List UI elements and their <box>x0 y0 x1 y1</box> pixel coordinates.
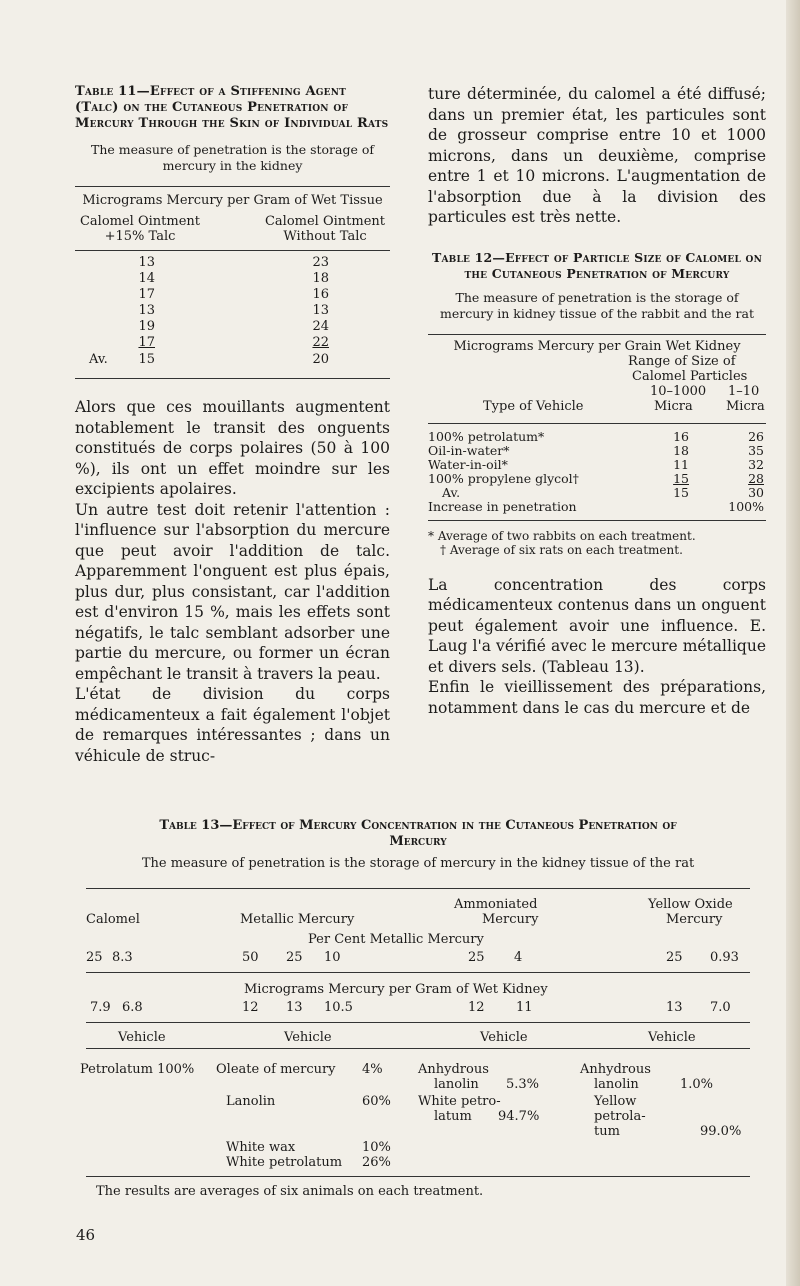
t13-h-ammon1: Ammoniated <box>454 897 538 912</box>
table-row <box>75 303 390 319</box>
cell: Lanolin <box>226 1094 276 1109</box>
cell: 14 <box>138 271 155 286</box>
table11-col1: Calomel Ointment +15% Talc <box>79 214 201 244</box>
cell: White petro- <box>418 1094 501 1109</box>
table12-range-label: Range of Size of <box>628 353 736 369</box>
table12-title: Table 12—Effect of Particle Size of Calomel on the Cutaneous Penetration of Mercury <box>431 249 763 281</box>
cell: 32 <box>748 456 764 472</box>
cell: 8.3 <box>112 950 133 965</box>
right-column <box>428 84 766 718</box>
table12-rule-bottom <box>428 520 766 521</box>
cell: 25 <box>286 950 303 965</box>
cell: tum <box>594 1124 620 1139</box>
cell: 17 <box>138 335 155 350</box>
left-paragraph-1: Alors que ces mouillants augmentent notablement le transit des onguents constitués de corps polaires (50 à 100 %), ils ont un effet moindre sur les excipients apolaires. <box>75 398 390 498</box>
table12-footnote-1: * Average of two rabbits on each treatment. <box>428 528 696 543</box>
table-row <box>75 255 390 271</box>
table12-subtitle: The measure of penetration is the storage of mercury in kidney tissue of the rabbit and the rat <box>439 289 754 321</box>
table-row <box>75 287 390 303</box>
table12-micra-a: Micra <box>654 398 693 414</box>
cell: 7.0 <box>710 1000 731 1015</box>
cell: 11 <box>516 1000 533 1015</box>
cell: 25 <box>666 950 683 965</box>
cell: 10% <box>362 1140 391 1155</box>
avg-label: Av. <box>442 484 461 500</box>
cell: 28 <box>748 470 764 486</box>
table-row <box>75 335 390 351</box>
cell: 15 <box>138 352 155 367</box>
cell: 35 <box>748 442 764 458</box>
table13-subtitle: The measure of penetration is the storage of mercury in the kidney tissue of the rat <box>141 856 695 871</box>
table13-body <box>80 888 750 1208</box>
table12-header <box>428 335 766 423</box>
cell: 12 <box>242 1000 259 1015</box>
cell: 4% <box>362 1062 383 1077</box>
cell: 100% <box>728 498 764 514</box>
cell: 13 <box>312 303 329 318</box>
table-row <box>428 472 766 486</box>
cell: 50 <box>242 950 259 965</box>
cell: 10.5 <box>324 1000 353 1015</box>
cell: 30 <box>748 484 764 500</box>
table13-title: Table 13—Effect of Mercury Concentration in the Cutaneous Penetration of <box>159 818 677 833</box>
table12-footnote-2: † Average of six rats on each treatment. <box>440 542 683 557</box>
cell: 100% petrolatum* <box>428 428 545 444</box>
cell: 99.0% <box>700 1124 742 1139</box>
right-paragraph-2: La concentration des corps médicamenteux contenus dans un onguent peut également avoir une influence. E. Laug l'a vérifié avec le mercure métallique et divers sels. (Tableau 13). <box>428 575 766 676</box>
t13-h-yellow1: Yellow Oxide <box>648 897 733 912</box>
table11-rule-mid <box>75 250 390 251</box>
cell: 6.8 <box>122 1000 143 1015</box>
table12-col-a: 10–1000 <box>650 383 707 399</box>
cell: Water-in-oil* <box>428 456 508 472</box>
table12-micra-b: Micra <box>726 398 765 414</box>
cell: 15 <box>673 470 689 486</box>
right-paragraph-1: ture déterminée, du calomel a été diffusé; dans un premier état, les particules sont de grosseur comprise entre 10 et 1000 microns, dans un deuxième, comprise entre 1 et 10 microns. L'augmentation de l'absorption due à la division des particules est très nette. <box>428 85 766 226</box>
cell: 22 <box>312 335 329 350</box>
cell: 17 <box>138 287 155 302</box>
cell: 60% <box>362 1094 391 1109</box>
table13-rule-3 <box>86 1022 750 1023</box>
table11-rule-top <box>75 186 390 187</box>
t13-vehicle-4: Vehicle <box>648 1030 696 1045</box>
cell: 5.3% <box>506 1077 540 1092</box>
t13-vehicle-2: Vehicle <box>284 1030 332 1045</box>
table11-title: Table 11—Effect of a Stiffening Agent (Talc) on the Cutaneous Penetration of Mercury Through the Skin of Individual Rats <box>75 84 389 131</box>
table12-range-label2: Calomel Particles <box>632 368 748 384</box>
table11-body <box>75 255 390 370</box>
t13-vehicle-1: Vehicle <box>118 1030 166 1045</box>
cell: 18 <box>312 271 329 286</box>
table13-rule-bottom <box>86 1176 750 1177</box>
table11-header: Micrograms Mercury per Gram of Wet Tissue <box>82 193 383 208</box>
t13-h-yellow2: Mercury <box>666 912 723 927</box>
cell: 25 <box>468 950 485 965</box>
table12-vehicle-label: Type of Vehicle <box>483 398 584 414</box>
cell: 20 <box>312 352 329 367</box>
cell: 16 <box>673 428 689 444</box>
cell: 12 <box>468 1000 485 1015</box>
cell: 11 <box>673 456 689 472</box>
table11-rule-bottom <box>75 378 390 379</box>
cell: 26 <box>748 428 764 444</box>
cell: lanolin <box>594 1077 639 1092</box>
page-edge-shadow <box>786 0 800 1286</box>
cell: Anhydrous <box>580 1062 651 1077</box>
cell: 25 <box>86 950 103 965</box>
cell: 13 <box>666 1000 683 1015</box>
cell: 15 <box>673 484 689 500</box>
t13-micro-label: Micrograms Mercury per Gram of Wet Kidney <box>244 982 548 997</box>
cell: White petrolatum <box>226 1155 343 1170</box>
table13-rule-4 <box>86 1048 750 1049</box>
increase-label: Increase in penetration <box>428 498 577 514</box>
cell: 16 <box>312 287 329 302</box>
cell: 18 <box>673 442 689 458</box>
cell: 13 <box>138 303 155 318</box>
table-row <box>75 271 390 287</box>
table13-title-line2: Mercury <box>389 834 447 849</box>
left-paragraph-2: Un autre test doit retenir l'attention : l'influence sur l'absorption du mercure que peut avoir l'addition de talc. Apparemment l'onguent est plus épais, plus dur, plus consistant, car l'addition est d'environ 15 %, mais les effets sont négatifs, le talc semblant adsorber une partie du mercure, ou former un écran empêchant le transit à travers la peau. <box>75 500 390 683</box>
table13-rule-2 <box>86 972 750 973</box>
table12-header-main: Micrograms Mercury per Grain Wet Kidney <box>453 338 741 354</box>
cell: 13 <box>138 255 155 270</box>
cell: 10 <box>324 950 341 965</box>
table-row <box>428 444 766 458</box>
cell: Oleate of mercury <box>216 1062 336 1077</box>
left-paragraph-3: L'état de division du corps médicamenteux a fait également l'objet de remarques intéressantes ; dans un véhicule de struc- <box>75 685 390 765</box>
t13-h-ammon2: Mercury <box>482 912 539 927</box>
cell: 23 <box>312 255 329 270</box>
cell: lanolin <box>434 1077 479 1092</box>
cell: Oil-in-water* <box>428 442 510 458</box>
cell: 7.9 <box>90 1000 111 1015</box>
cell: 100% propylene glycol† <box>428 470 579 486</box>
cell: 0.93 <box>710 950 739 965</box>
table-row <box>75 319 390 335</box>
right-paragraph-3: Enfin le vieillissement des préparations, notamment dans le cas du mercure et de <box>428 678 766 717</box>
table-row-average <box>428 486 766 500</box>
cell: 19 <box>138 319 155 334</box>
t13-v-calomel: Petrolatum 100% <box>80 1062 195 1077</box>
table-row-average <box>75 352 390 368</box>
t13-note: The results are averages of six animals on each treatment. <box>96 1184 484 1199</box>
table-row-increase <box>428 500 766 514</box>
t13-h-calomel: Calomel <box>86 912 140 927</box>
t13-h-metallic: Metallic Mercury <box>240 912 355 927</box>
table11-col-heads <box>75 214 390 250</box>
cell: 13 <box>286 1000 303 1015</box>
table13 <box>86 818 750 871</box>
table-row <box>428 458 766 472</box>
cell: Yellow <box>594 1094 637 1109</box>
table11-col2: Calomel Ointment Without Talc <box>264 214 386 244</box>
page-number: 46 <box>76 1226 96 1244</box>
cell: 24 <box>312 319 329 334</box>
t13-vehicle-3: Vehicle <box>480 1030 528 1045</box>
t13-percent-label: Per Cent Metallic Mercury <box>308 932 484 947</box>
cell: White wax <box>226 1140 296 1155</box>
cell: 1.0% <box>680 1077 714 1092</box>
left-column <box>75 84 390 766</box>
table13-rule-top <box>86 888 750 889</box>
cell: 26% <box>362 1155 391 1170</box>
cell: 4 <box>514 950 523 965</box>
cell: petrola- <box>594 1109 646 1124</box>
table12-col-b: 1–10 <box>728 383 760 399</box>
cell: 94.7% <box>498 1109 540 1124</box>
cell: latum <box>434 1109 472 1124</box>
cell: Anhydrous <box>418 1062 489 1077</box>
table11-subtitle: The measure of penetration is the storage of mercury in the kidney <box>90 142 374 173</box>
table-row <box>428 430 766 444</box>
avg-label: Av. <box>89 352 108 367</box>
